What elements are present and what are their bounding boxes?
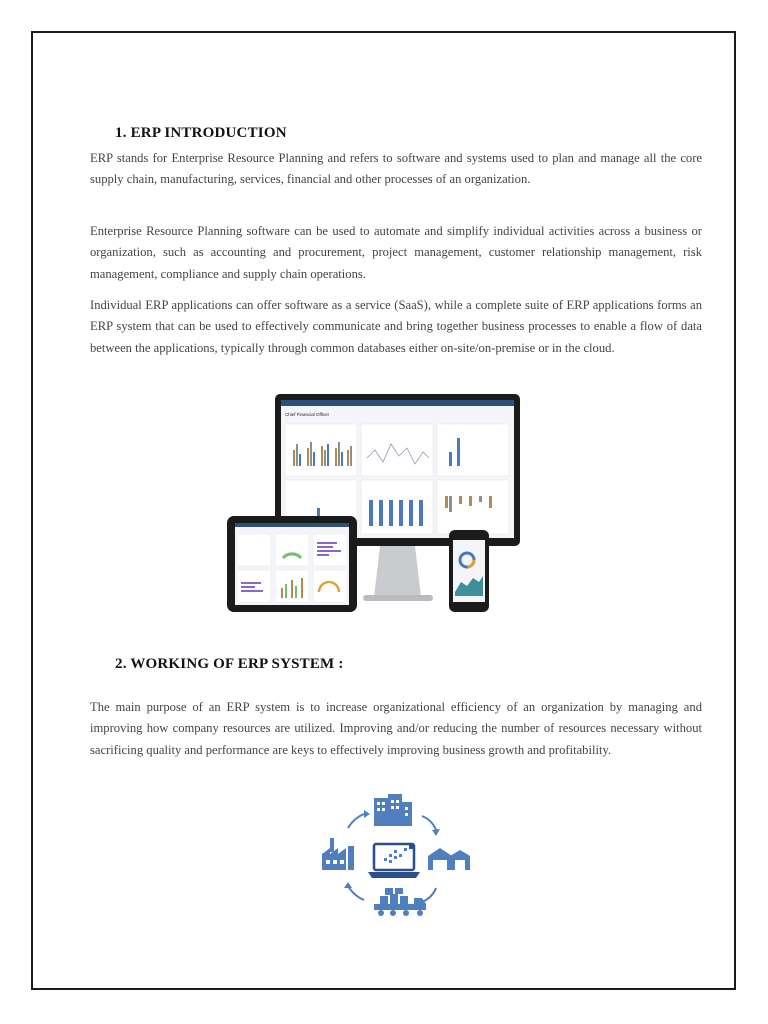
laptop-icon <box>368 844 420 878</box>
warehouse-icon <box>428 848 470 870</box>
dashboard-title: Chief Financial Officer <box>285 412 330 417</box>
section-heading-erp-introduction: 1. ERP INTRODUCTION <box>115 125 287 141</box>
section-heading-working-of-erp: 2. WORKING OF ERP SYSTEM : <box>115 656 344 672</box>
paragraph-erp-purpose: The main purpose of an ERP system is to increase organizational efficiency of an organization by managing and improving how company resources are utilized. Improving and/or reducing the number of resources necessary without sacrificing quality and performance are keys to effectively improving business growth and profitability. <box>90 700 702 757</box>
tablet-device <box>227 516 357 612</box>
paragraph-erp-applications: Individual ERP applications can offer software as a service (SaaS), while a complete suite of ERP applications forms an ERP system that can be used to effectively communicate and bring together business processes to enable a flow of data between the applications, typically through common databases either on-site/on-premise or in the cloud. <box>90 298 702 355</box>
paragraph-erp-automation: Enterprise Resource Planning software can be used to automate and simplify individual activities across a business or organization, such as accounting and procurement, project management, customer relationship management, risk management, compliance and supply chain operations. <box>90 224 702 281</box>
erp-devices-illustration <box>225 392 525 614</box>
factory-icon <box>322 838 354 870</box>
paragraph-erp-definition: ERP stands for Enterprise Resource Planning and refers to software and systems used to plan and manage all the core supply chain, manufacturing, services, financial and other processes of an organization. <box>90 151 702 187</box>
office-building-icon <box>374 794 412 826</box>
erp-cycle-diagram <box>318 792 478 922</box>
phone-device <box>449 530 489 612</box>
